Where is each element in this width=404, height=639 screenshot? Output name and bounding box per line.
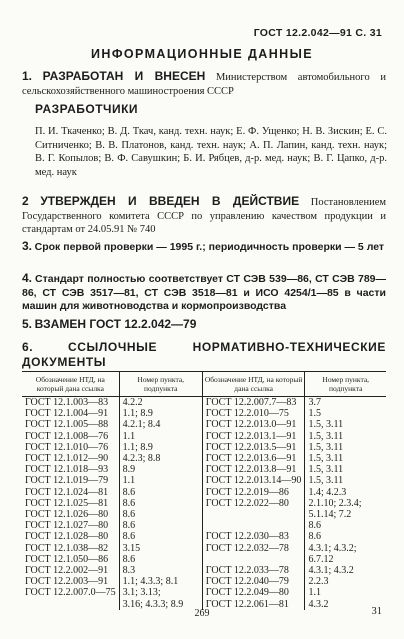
section-2-heading: УТВЕРЖДЕН И ВВЕДЕН В ДЕЙСТВИЕ <box>40 194 300 208</box>
table-row <box>22 419 386 430</box>
reference-clause: 3.1; 3.13; <box>119 587 202 598</box>
reference-document: ГОСТ 12.1.003—83 <box>25 397 109 408</box>
section-2-number: 2 <box>22 194 29 208</box>
reference-document: ГОСТ 12.2.013.0—91 <box>202 419 305 430</box>
table-row <box>22 408 386 419</box>
reference-document: ГОСТ 12.1.005—88 <box>25 419 109 431</box>
reference-clause: 1.1; 8.9 <box>119 442 202 453</box>
column-header: Номер пункта, подпункта <box>305 372 386 397</box>
reference-document: ГОСТ 12.2.019—86 <box>202 487 305 498</box>
section-1-number: 1. <box>22 69 33 83</box>
developers-title: РАЗРАБОТЧИКИ <box>35 102 139 116</box>
reference-document: ГОСТ 12.1.024—81 <box>25 486 109 498</box>
table-row <box>22 431 386 442</box>
column-header: Обозначение НТД, на который дана ссылка <box>202 372 305 397</box>
section-4-text: Стандарт полностью соответствует СТ СЭВ 539—86, СТ СЭВ 789—86, СТ СЭВ 3517—81, СТ СЭВ 3518—81 и ИСО 4254/1—85 в части машин для животноводства и кормопроизводства <box>22 273 386 312</box>
column-header: Обозначение НТД, на который дана ссылка <box>22 372 119 397</box>
table-row <box>22 475 386 486</box>
reference-document: ГОСТ 12.2.002—91 <box>25 565 109 577</box>
reference-document: ГОСТ 12.2.013.8—91 <box>202 464 305 475</box>
section-4 <box>22 272 386 314</box>
reference-document: ГОСТ 12.1.004—91 <box>25 408 109 420</box>
reference-document: ГОСТ 12.2.049—80 <box>202 587 305 598</box>
reference-document: ГОСТ 12.1.018—93 <box>25 464 109 476</box>
reference-document: ГОСТ 12.2.013.5—91 <box>202 442 305 453</box>
references-table <box>22 371 386 610</box>
table-row <box>22 498 386 509</box>
reference-clause: 8.6 <box>305 520 386 531</box>
section-5 <box>22 318 386 333</box>
table-row <box>22 554 386 565</box>
reference-clause: 1.5, 3.11 <box>305 464 386 475</box>
reference-document <box>202 520 305 531</box>
reference-clause: 8.6 <box>119 487 202 498</box>
reference-clause: 8.6 <box>119 531 202 542</box>
reference-document: ГОСТ 12.1.025—81 <box>25 497 109 509</box>
reference-clause: 1.1; 4.3.3; 8.1 <box>119 576 202 587</box>
reference-clause: 1.5 <box>305 408 386 419</box>
reference-document: ГОСТ 12.2.013.1—91 <box>202 431 305 442</box>
table-row <box>22 487 386 498</box>
reference-clause: 4.2.3; 8.8 <box>119 453 202 464</box>
reference-clause: 1.5, 3.11 <box>305 419 386 430</box>
reference-clause: 1.5, 3.11 <box>305 453 386 464</box>
reference-document <box>202 554 305 565</box>
reference-clause: 8.6 <box>119 498 202 509</box>
reference-clause: 8.6 <box>119 554 202 565</box>
footer-page-number-center: 269 <box>194 608 210 619</box>
table-row <box>22 520 386 531</box>
section-6-heading: ССЫЛОЧНЫЕ НОРМАТИВНО-ТЕХНИЧЕСКИЕ ДОКУМЕНТЫ <box>22 340 386 369</box>
table-row <box>22 509 386 520</box>
reference-clause: 1.5, 3.11 <box>305 475 386 486</box>
reference-clause: 1.5, 3.11 <box>305 442 386 453</box>
reference-clause: 4.3.2 <box>305 599 386 610</box>
table-row <box>22 464 386 475</box>
reference-clause: 4.3.1; 4.3.2; <box>305 543 386 554</box>
reference-document: ГОСТ 12.2.003—91 <box>25 576 109 588</box>
reference-document: ГОСТ 12.1.050—86 <box>25 553 109 565</box>
reference-clause: 1.1 <box>119 431 202 442</box>
table-row <box>22 397 386 409</box>
reference-clause: 3.15 <box>119 543 202 554</box>
reference-clause: 2.1.10; 2.3.4; <box>305 498 386 509</box>
reference-document: ГОСТ 12.2.030—83 <box>202 531 305 542</box>
reference-document: ГОСТ 12.2.007.7—83 <box>202 397 305 409</box>
reference-document: ГОСТ 12.2.040—79 <box>202 576 305 587</box>
section-6 <box>22 341 386 370</box>
reference-clause: 4.3.1; 4.3.2 <box>305 565 386 576</box>
column-header: Номер пункта, подпункта <box>119 372 202 397</box>
reference-clause: 1.1 <box>305 587 386 598</box>
reference-document: ГОСТ 12.2.007.0—75 <box>25 587 116 599</box>
reference-clause: 4.2.2 <box>119 397 202 409</box>
reference-document: ГОСТ 12.1.008—76 <box>25 430 109 442</box>
section-5-number: 5. <box>22 317 33 331</box>
section-5-heading: ВЗАМЕН ГОСТ 12.2.042—79 <box>34 317 197 331</box>
section-1 <box>22 70 386 98</box>
section-6-number: 6. <box>22 340 34 354</box>
section-4-number: 4. <box>22 271 33 285</box>
reference-clause: 8.3 <box>119 565 202 576</box>
reference-clause: 1.5, 3.11 <box>305 431 386 442</box>
reference-document: ГОСТ 12.2.013.6—91 <box>202 453 305 464</box>
reference-clause: 1.4; 4.2.3 <box>305 487 386 498</box>
reference-document: ГОСТ 12.1.010—76 <box>25 441 109 453</box>
section-2-text: Постановлением Государственного комитета СССР по управлению качеством продукции и стандартам от 24.05.91 № 740 <box>22 197 387 235</box>
reference-clause: 1.1 <box>119 475 202 486</box>
reference-clause: 1.1; 8.9 <box>119 408 202 419</box>
reference-clause: 6.7.12 <box>305 554 386 565</box>
table-body <box>22 397 386 610</box>
developers-list: П. И. Ткаченко; В. Д. Ткач, канд. техн. наук; Е. Ф. Ущенко; Н. В. Зискин; Е. С. Ситниченко; В. В. Платонов, канд. техн. наук; А. П. Лапин, канд. техн. наук; В. Г. Копылов; В. Ф. Савушкин; Б. И. Рябцев, д-р. мед. наук; В. Г. Цапко, д-р. мед. наук <box>35 126 387 178</box>
reference-document: ГОСТ 12.2.033—78 <box>202 565 305 576</box>
table-row <box>22 587 386 598</box>
section-1-heading: РАЗРАБОТАН И ВНЕСЕН <box>42 69 206 83</box>
reference-document: ГОСТ 12.2.013.14—90 <box>202 475 305 486</box>
reference-clause: 8.6 <box>119 520 202 531</box>
table-row <box>22 453 386 464</box>
reference-document <box>202 509 305 520</box>
reference-clause: 8.6 <box>119 509 202 520</box>
reference-clause: 8.9 <box>119 464 202 475</box>
section-1-text: Министерством автомобильного и сельскохозяйственного машиностроения СССР <box>22 72 386 97</box>
reference-clause: 3.7 <box>305 397 386 409</box>
table-row <box>22 565 386 576</box>
reference-document: ГОСТ 12.2.022—80 <box>202 498 305 509</box>
table-row <box>22 543 386 554</box>
reference-document: ГОСТ 12.1.012—90 <box>25 453 109 465</box>
reference-document: ГОСТ 12.1.026—80 <box>25 509 109 521</box>
reference-document: ГОСТ 12.1.027—80 <box>25 520 109 532</box>
table-header-row <box>22 372 386 397</box>
reference-document: ГОСТ 12.1.019—79 <box>25 475 109 487</box>
page-header: ГОСТ 12.2.042—91 С. 31 <box>253 27 382 39</box>
footer-page-number: 31 <box>371 606 382 617</box>
table-row <box>22 442 386 453</box>
reference-clause: 2.2.3 <box>305 576 386 587</box>
reference-clause: 4.2.1; 8.4 <box>119 419 202 430</box>
section-3-text: Срок первой проверки — 1995 г.; периодичность проверки — 5 лет <box>34 241 385 253</box>
reference-document: ГОСТ 12.2.061—81 <box>202 599 305 610</box>
table-row <box>22 576 386 587</box>
page-title: ИНФОРМАЦИОННЫЕ ДАННЫЕ <box>91 47 313 61</box>
reference-document: ГОСТ 12.2.010—75 <box>202 408 305 419</box>
section-3-number: 3. <box>22 239 33 253</box>
section-2 <box>22 195 386 237</box>
table-row <box>22 531 386 542</box>
reference-clause: 3.16; 4.3.3; 8.9 <box>119 599 202 610</box>
reference-clause: 5.1.14; 7.2 <box>305 509 386 520</box>
reference-document: ГОСТ 12.1.028—80 <box>25 531 109 543</box>
section-3 <box>22 240 386 255</box>
reference-document: ГОСТ 12.1.038—82 <box>25 542 109 554</box>
reference-clause: 8.6 <box>305 531 386 542</box>
reference-document: ГОСТ 12.2.032—78 <box>202 543 305 554</box>
